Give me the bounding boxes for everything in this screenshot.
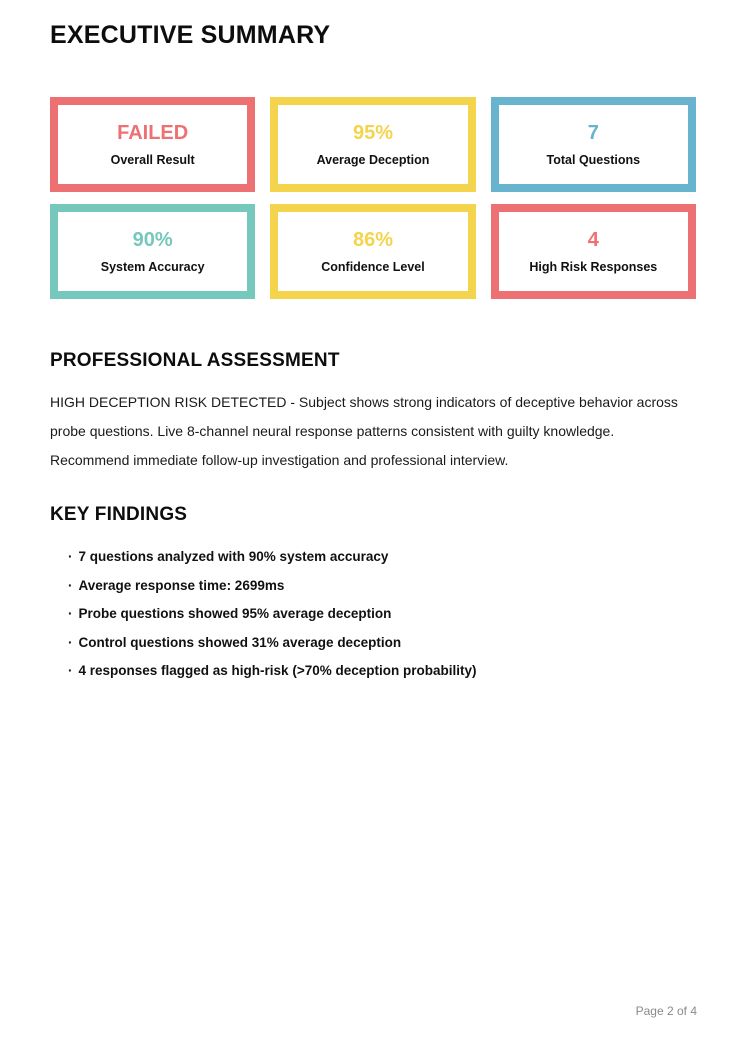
list-item — [68, 657, 696, 686]
metric-cards-grid — [50, 97, 696, 299]
bullet-glyph: · — [68, 577, 73, 593]
findings-list — [50, 543, 696, 686]
metric-value: 4 — [587, 228, 599, 251]
finding-text: Average response time: 2699ms — [78, 577, 285, 593]
metric-card-confidence-level — [270, 204, 475, 299]
list-item — [68, 600, 696, 629]
metric-card-system-accuracy — [50, 204, 255, 299]
bullet-glyph: · — [68, 634, 73, 650]
metric-card-total-questions — [491, 97, 696, 192]
metric-value: 90% — [132, 228, 173, 251]
findings-heading: KEY FINDINGS — [50, 504, 188, 525]
metric-value: 7 — [587, 121, 599, 144]
page-title: EXECUTIVE SUMMARY — [50, 21, 331, 49]
list-item — [68, 629, 696, 658]
metric-label: Average Deception — [316, 152, 430, 167]
metric-label: Confidence Level — [321, 259, 425, 274]
key-findings-section — [50, 504, 696, 686]
professional-assessment-section — [50, 350, 696, 475]
metric-card-high-risk-responses — [491, 204, 696, 299]
list-item — [68, 543, 696, 572]
metric-label: Overall Result — [110, 152, 195, 167]
metric-card-overall-result — [50, 97, 255, 192]
list-item — [68, 572, 696, 601]
assessment-heading: PROFESSIONAL ASSESSMENT — [50, 350, 340, 371]
bullet-glyph: · — [68, 663, 73, 678]
bullet-glyph: · — [68, 549, 73, 564]
metric-value: 95% — [352, 121, 393, 144]
metric-value: 86% — [352, 228, 393, 251]
finding-text: 7 questions analyzed with 90% system accuracy — [78, 549, 389, 564]
metric-card-average-deception — [270, 97, 475, 192]
finding-text: 4 responses flagged as high-risk (>70% deception probability) — [78, 663, 477, 678]
finding-text: Probe questions showed 95% average deception — [78, 606, 392, 621]
page-number: Page 2 of 4 — [635, 1004, 697, 1018]
bullet-glyph: · — [68, 606, 73, 621]
metric-label: Total Questions — [546, 152, 641, 167]
metric-value: FAILED — [117, 121, 189, 144]
metric-label: High Risk Responses — [529, 259, 658, 274]
metric-label: System Accuracy — [100, 259, 205, 274]
finding-text: Control questions showed 31% average deception — [78, 634, 402, 650]
assessment-text: HIGH DECEPTION RISK DETECTED - Subject shows strong indicators of deceptive behavior across probe questions. Live 8-channel neural response patterns consistent with guilty knowledge. Recommend immediate follow-up investigation and professional interview. — [50, 394, 678, 468]
